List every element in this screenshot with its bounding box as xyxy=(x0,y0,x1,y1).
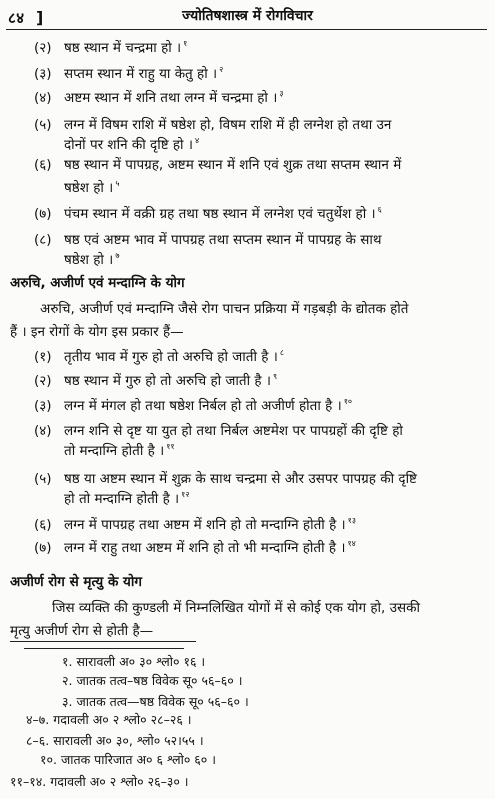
item-text-line: षष्ठेश हो । $^७$ xyxy=(64,251,120,268)
item-text-line: लग्न शनि से दृष्ट या युत हो तथा निर्बल अष्टमेश पर पापग्रहों की दृष्टि हो xyxy=(64,423,403,439)
item-number: (७) xyxy=(34,540,52,556)
item-number: (६) xyxy=(34,517,52,533)
item-text-line: लग्न में विषम राशि में षष्ठेश हो, विषम राशि में ही लग्नेश हो तथा उन xyxy=(64,117,392,133)
footnote: १. सारावली अ० ३० श्लो० १६ । xyxy=(62,654,206,669)
footnote: ११–१४. गदावली अ० २ श्लो० २६–३० । xyxy=(10,774,189,789)
footnote-ref: २ xyxy=(219,65,224,74)
item-text-line: षष्ठ स्थान में पापग्रह, अष्टम स्थान में शनि एवं शुक्र तथा सप्तम स्थान में xyxy=(64,157,402,173)
item-text-line: षष्ठेश हो । $^५$ xyxy=(64,179,120,196)
item-text-line: लग्न में पापग्रह तथा अष्टम में शनि हो तो मन्दाग्नि होती है । $^{१३}$ xyxy=(64,516,356,533)
item-text-line: षष्ठ स्थान में गुरु हो तो अरुचि हो जाती है । $^९$ xyxy=(64,372,278,389)
header-rule xyxy=(6,29,487,30)
footnote-ref: १ xyxy=(183,39,188,48)
item-text-line: लग्न में मंगल हो तथा षष्ठेश निर्बल हो तो अजीर्ण होता है । $^{१०}$ xyxy=(64,397,353,414)
header-bracket: ] xyxy=(36,8,44,27)
footnote-ref: ८ xyxy=(279,348,285,357)
item-text-line: हो तो मन्दाग्नि होती है । $^{१२}$ xyxy=(64,490,190,507)
intro-line: हैं । इन रोगों के योग इस प्रकार हैं— xyxy=(10,324,184,340)
item-number: (२) xyxy=(34,40,52,56)
footnote-ref: ९ xyxy=(272,372,278,381)
item-number: (५) xyxy=(34,471,52,487)
item-number: (४) xyxy=(34,423,52,439)
footnote: ४–७. गदावली अ० २ श्लो० २८–२६ । xyxy=(26,712,192,727)
section-heading: अरुचि, अजीर्ण एवं मन्दाग्नि के योग xyxy=(10,275,185,291)
footnote: ३. जातक तत्व—षष्ठ विवेक सू० ५६–६० । xyxy=(62,694,249,709)
item-text-line: षष्ठ या अष्टम स्थान में शुक्र के साथ चन्द्रमा से और उसपर पापग्रह की दृष्टि xyxy=(64,471,417,487)
intro-line: जिस व्यक्ति की कुण्डली में निम्नलिखित योगों में से कोई एक योग हो, उसकी xyxy=(52,600,421,616)
item-text-line: तृतीय भाव में गुरु हो तो अरुचि हो जाती है । $^८$ xyxy=(64,348,285,365)
footnote: १०. जातक पारिजात अ० ६ श्लो० ६० । xyxy=(40,752,217,767)
item-text-line: षष्ठ स्थान में चन्द्रमा हो । $^१$ xyxy=(64,39,188,56)
footnote: २. जातक तत्व–षष्ठ विवेक सू० ५६–६० । xyxy=(62,673,243,688)
item-text-line: अष्टम स्थान में शनि तथा लग्न में चन्द्रमा हो । $^३$ xyxy=(64,89,284,106)
section-heading: अजीर्ण रोग से मृत्यु के योग xyxy=(10,574,142,590)
footnote-ref: ३ xyxy=(279,89,284,98)
page-number: ८४ xyxy=(8,9,25,27)
footnote: ८–६. सारावली अ० ३०, श्लो० ५२।५५ । xyxy=(26,733,204,748)
intro-line: मृत्यु अजीर्ण रोग से होती है— xyxy=(10,623,154,639)
item-text-line: षष्ठ एवं अष्टम भाव में पापग्रह तथा सप्तम स्थान में पापग्रह के साथ xyxy=(64,232,382,248)
item-number: (५) xyxy=(34,117,52,133)
item-number: (८) xyxy=(34,232,52,248)
intro-line: अरुचि, अजीर्ण एवं मन्दाग्नि जैसे रोग पाचन प्रक्रिया में गड़बड़ी के द्योतक होते xyxy=(40,301,409,317)
running-title: ज्योतिषशास्त्र में रोगविचार xyxy=(182,8,313,24)
footnote-ref: ५ xyxy=(115,179,120,188)
item-number: (२) xyxy=(34,373,52,389)
footnote-ref: १४ xyxy=(347,539,356,548)
footnote-ref: १३ xyxy=(347,516,356,525)
footnote-ref: ७ xyxy=(115,251,120,260)
footnote-separator xyxy=(24,648,184,649)
underline xyxy=(10,641,196,642)
item-text-line: पंचम स्थान में वक्री ग्रह तथा षष्ठ स्थान में लग्नेश एवं चतुर्थेश हो । $^६$ xyxy=(64,205,382,222)
footnote-ref: ११ xyxy=(166,442,175,451)
footnote-ref: १२ xyxy=(181,490,190,499)
item-number: (६) xyxy=(34,157,52,173)
item-text-line: तो मन्दाग्नि होती है । $^{११}$ xyxy=(64,442,175,459)
footnote-ref: ६ xyxy=(377,205,382,214)
item-number: (३) xyxy=(34,66,52,82)
item-number: (१) xyxy=(34,349,52,365)
item-number: (४) xyxy=(34,90,52,106)
item-text-line: सप्तम स्थान में राहु या केतु हो । $^२$ xyxy=(64,65,224,82)
footnote-ref: ४ xyxy=(194,136,200,145)
footnote-ref: १० xyxy=(343,397,353,406)
item-text-line: लग्न में राहु तथा अष्टम में शनि हो तो भी मन्दाग्नि होती है । $^{१४}$ xyxy=(64,539,356,556)
item-number: (३) xyxy=(34,398,52,414)
item-number: (७) xyxy=(34,206,52,222)
item-text-line: दोनों पर शनि की दृष्टि हो । $^४$ xyxy=(64,136,200,153)
